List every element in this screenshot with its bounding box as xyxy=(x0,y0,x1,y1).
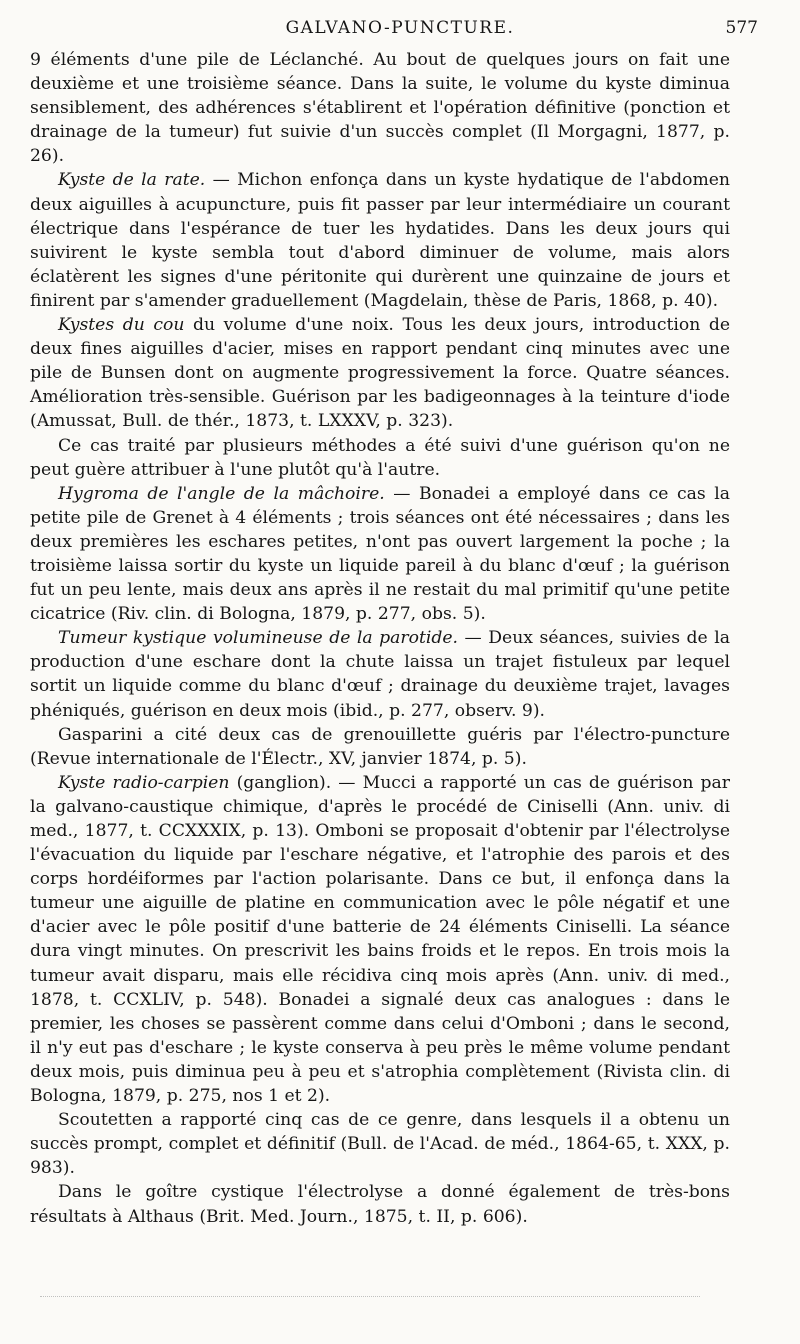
paragraph-9 xyxy=(30,1108,730,1180)
paragraph-6 xyxy=(30,626,730,722)
page-number: 577 xyxy=(725,18,758,38)
paragraph-4 xyxy=(30,434,730,482)
paragraph-text: Gasparini a cité deux cas de grenouillette guéris par l'électro-puncture (Revue internationale de l'Électr., XV, janvier 1874, p. 5). xyxy=(30,724,730,769)
running-title: GALVANO-PUNCTURE. xyxy=(285,18,515,38)
paragraph-8 xyxy=(30,771,730,1108)
paragraph-7 xyxy=(30,723,730,771)
paragraph-lead: Tumeur kystique volumineuse de la parotide. xyxy=(58,628,459,649)
paragraph-lead: Kyste radio-carpien xyxy=(58,772,230,793)
paragraph-lead: Kyste de la rate. xyxy=(58,170,206,191)
bottom-scan-noise xyxy=(40,1296,700,1301)
paragraph-lead: Kystes du cou xyxy=(58,315,185,336)
paragraph-text: Dans le goître cystique l'électrolyse a donné également de très-bons résultats à Althaus (Brit. Med. Journ., 1875, t. II, p. 606). xyxy=(30,1182,730,1227)
paragraph-text: — Michon enfonça dans un kyste hydatique de l'abdomen deux aiguilles à acupuncture, puis fit passer par leur intermédiaire un courant électrique dans l'espérance de tuer les hydatides. Dans les deux jours qui suivirent le kyste sembla tout d'abord diminuer de volume, mais alors éclatèrent les signes d'une péritonite qui durèrent une quinzaine de jours et finirent par s'amender graduellement (Magdelain, thèse de Paris, 1868, p. 40). xyxy=(30,170,730,311)
paragraph-1 xyxy=(30,48,730,168)
body-text xyxy=(30,48,730,1229)
paragraph-lead: Hygroma de l'angle de la mâchoire. xyxy=(58,483,385,504)
paragraph-5 xyxy=(30,482,730,627)
paragraph-text: — Deux séances, suivies de la production d'une eschare dont la chute laissa un trajet fistuleux par lequel sortit un liquide comme du blanc d'œuf ; drainage du deuxième trajet, lavages phéniqués, guérison en deux mois (ibid., p. 277, observ. 9). xyxy=(30,628,730,721)
page-header xyxy=(40,10,760,46)
paragraph-text: — Bonadei a employé dans ce cas la petite pile de Grenet à 4 éléments ; trois séances ont été nécessaires ; dans les deux premières les eschares petites, n'ont pas ouvert largement la poche ; la troisième laissa sortir du kyste un liquide pareil à du blanc d'œuf ; la guérison fut un peu lente, mais deux ans après il ne restait du mal primitif qu'une petite cicatrice (Riv. clin. di Bologna, 1879, p. 277, obs. 5). xyxy=(30,483,730,625)
paragraph-text: (ganglion). — Mucci a rapporté un cas de guérison par la galvano-caustique chimique, d'après le procédé de Ciniselli (Ann. univ. di med., 1877, t. CCXXXIX, p. 13). Omboni se proposait d'obtenir par l'électrolyse l'évacuation du liquide par l'eschare négative, et l'atrophie des parois et des corps hordéiformes par l'action polarisante. Dans ce but, il enfonça dans la tumeur une aiguille de platine en communication avec le pôle négatif et une d'acier avec le pôle positif d'une batterie de 24 éléments Ciniselli. La séance dura vingt minutes. On prescrivit les bains froids et le repos. En trois mois la tumeur avait disparu, mais elle récidiva cinq mois après (Ann. univ. di med., 1878, t. CCXLIV, p. 548). Bonadei a signalé deux cas analogues : dans le premier, les choses se passèrent comme dans celui d'Omboni ; dans le second, il n'y eut pas d'eschare ; le kyste conserva à peu près le même volume pendant deux mois, puis diminua peu à peu et s'atrophia complètement (Rivista clin. di Bologna, 1879, p. 275, nos 1 et 2). xyxy=(30,772,730,1107)
paragraph-3 xyxy=(30,313,730,433)
paragraph-10 xyxy=(30,1180,730,1228)
paragraph-text: 9 éléments d'une pile de Léclanché. Au bout de quelques jours on fait une deuxième et une troisième séance. Dans la suite, le volume du kyste diminua sensiblement, des adhérences s'établirent et l'opération définitive (ponction et drainage de la tumeur) fut suivie d'un succès complet (Il Morgagni, 1877, p. 26). xyxy=(30,50,730,167)
paragraph-text: du volume d'une noix. Tous les deux jours, introduction de deux fines aiguilles d'acier, mises en rapport pendant cinq minutes avec une pile de Bunsen dont on augmente progressivement la force. Quatre séances. Amélioration très-sensible. Guérison par les badigeonnages à la teinture d'iode (Amussat, Bull. de thér., 1873, t. LXXXV, p. 323). xyxy=(30,315,730,432)
paragraph-text: Ce cas traité par plusieurs méthodes a été suivi d'une guérison qu'on ne peut guère attribuer à l'une plutôt qu'à l'autre. xyxy=(30,435,730,480)
paragraph-2 xyxy=(30,168,730,313)
paragraph-text: Scoutetten a rapporté cinq cas de ce genre, dans lesquels il a obtenu un succès prompt, complet et définitif (Bull. de l'Acad. de méd., 1864-65, t. XXX, p. 983). xyxy=(30,1110,730,1179)
